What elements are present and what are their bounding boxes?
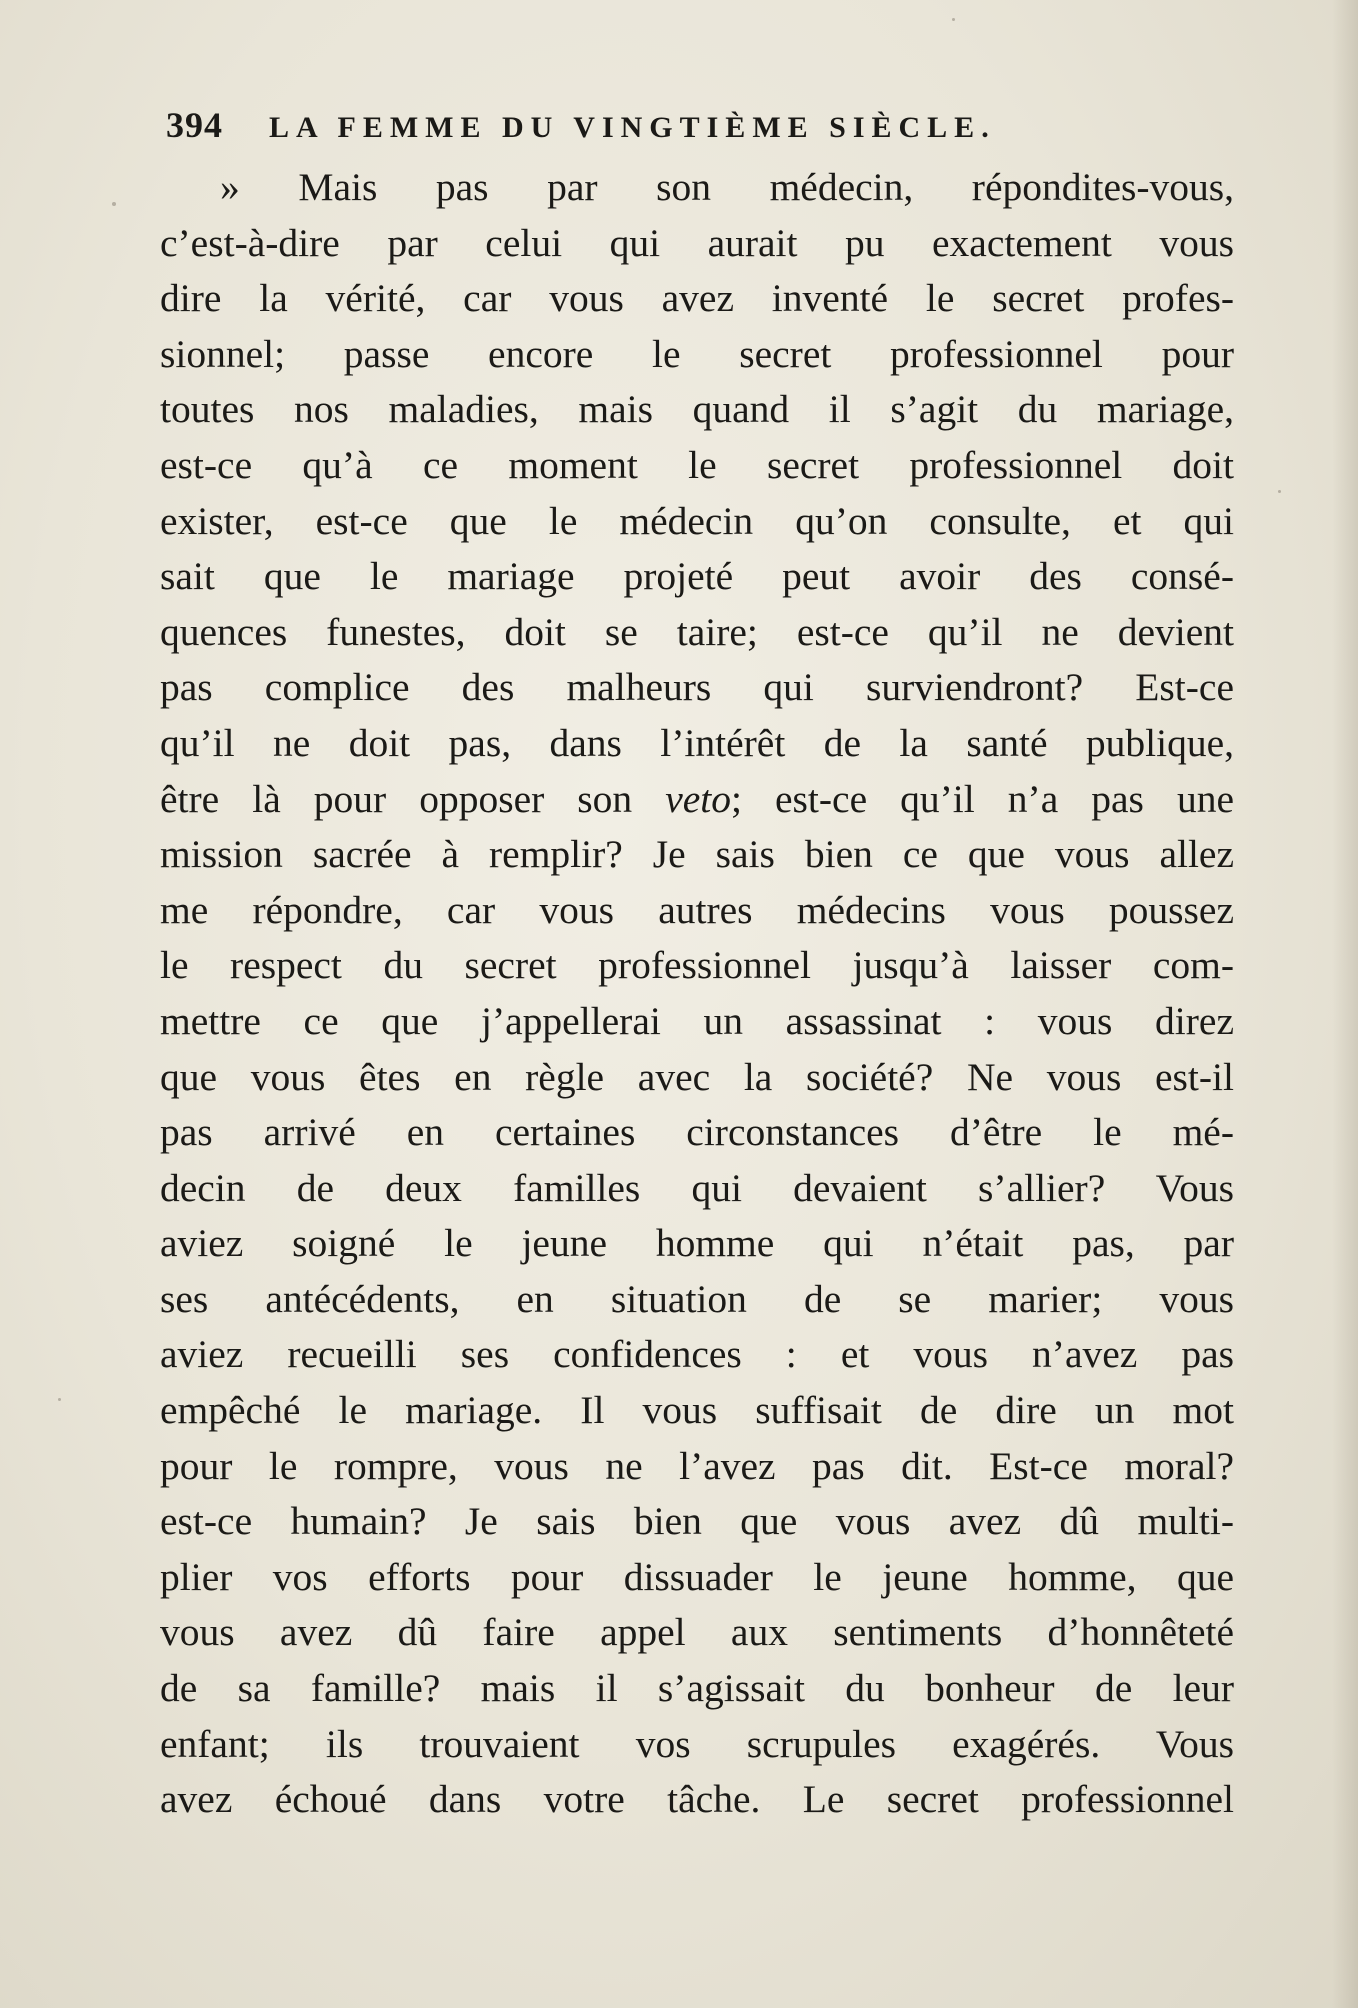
text-line: aviez soigné le jeune homme qui n’était pas, par	[160, 1221, 1234, 1266]
paper-speck	[1278, 490, 1281, 493]
italic-word: veto	[665, 776, 732, 821]
paper-speck	[952, 18, 955, 21]
body-text	[160, 160, 1234, 1828]
text-line: pas complice des malheurs qui surviendront? Est-ce	[160, 665, 1234, 710]
text-line: vous avez dû faire appel aux sentiments d’honnêteté	[160, 1610, 1234, 1655]
text-line: le respect du secret professionnel jusqu’à laisser com-	[160, 943, 1234, 988]
text-line: exister, est-ce que le médecin qu’on consulte, et qui	[160, 498, 1234, 543]
paper-speck	[112, 202, 116, 206]
text-line: enfant; ils trouvaient vos scrupules exagérés. Vous	[160, 1721, 1234, 1766]
text-line: que vous êtes en règle avec la société? Ne vous est-il	[160, 1054, 1234, 1099]
text-line: de sa famille? mais il s’agissait du bonheur de leur	[160, 1666, 1234, 1711]
text-segment: être là pour opposer son	[160, 776, 666, 821]
text-line: qu’il ne doit pas, dans l’intérêt de la santé publique,	[160, 720, 1234, 765]
text-line: quences funestes, doit se taire; est-ce qu’il ne devient	[160, 609, 1234, 654]
page-number: 394	[166, 105, 223, 145]
running-head	[166, 104, 1226, 154]
text-line: pas arrivé en certaines circonstances d’être le mé-	[160, 1110, 1234, 1155]
text-line: avez échoué dans votre tâche. Le secret professionnel	[160, 1777, 1234, 1822]
text-line: » Mais pas par son médecin, répondites-vous,	[220, 165, 1234, 209]
text-segment: ; est-ce qu’il n’a pas une	[731, 776, 1234, 821]
text-line: aviez recueilli ses confidences : et vous n’avez pas	[160, 1332, 1234, 1377]
text-line: ses antécédents, en situation de se marier; vous	[160, 1276, 1234, 1321]
text-line: empêché le mariage. Il vous suffisait de dire un mot	[160, 1388, 1234, 1433]
text-line: mettre ce que j’appellerai un assassinat : vous direz	[160, 998, 1234, 1043]
text-line: est-ce qu’à ce moment le secret professionnel doit	[160, 442, 1234, 487]
text-line: decin de deux familles qui devaient s’allier? Vous	[160, 1165, 1234, 1210]
text-line-with-italic	[160, 772, 1234, 828]
text-line: pour le rompre, vous ne l’avez pas dit. Est-ce moral?	[160, 1443, 1234, 1488]
text-line: est-ce humain? Je sais bien que vous avez dû multi-	[160, 1499, 1234, 1544]
text-line: c’est-à-dire par celui qui aurait pu exactement vous	[160, 220, 1234, 265]
text-line: me répondre, car vous autres médecins vous poussez	[160, 887, 1234, 932]
text-line: dire la vérité, car vous avez inventé le secret profes-	[160, 276, 1234, 321]
paper-speck	[58, 1398, 61, 1401]
page-edge-shadow	[1332, 0, 1358, 2008]
running-title: LA FEMME DU VINGTIÈME SIÈCLE.	[269, 111, 996, 144]
text-line: plier vos efforts pour dissuader le jeune homme, que	[160, 1554, 1234, 1599]
text-line: sait que le mariage projeté peut avoir des consé-	[160, 554, 1234, 599]
text-line: mission sacrée à remplir? Je sais bien ce que vous allez	[160, 832, 1234, 877]
text-line: sionnel; passe encore le secret professionnel pour	[160, 331, 1234, 376]
text-line: toutes nos maladies, mais quand il s’agit du mariage,	[160, 387, 1234, 432]
